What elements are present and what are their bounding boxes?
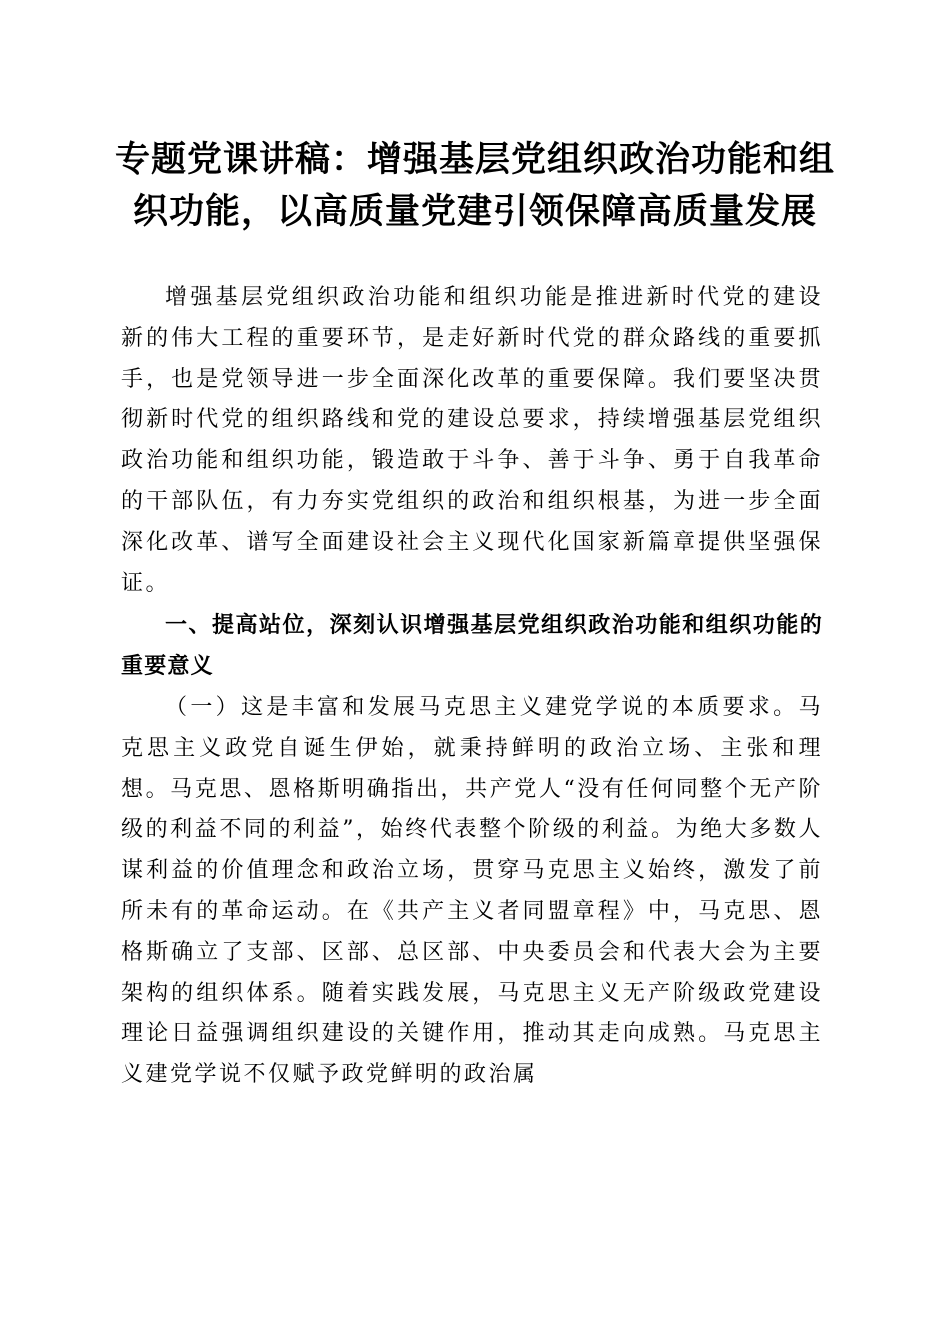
document-title: 专题党课讲稿：增强基层党组织政治功能和组织功能，以高质量党建引领保障高质量发展 — [114, 139, 835, 232]
section-1-paragraph-1: （一）这是丰富和发展马克思主义建党学说的本质要求。马克思主义政党自诞生伊始，就秉持鲜明的政治立场、主张和理想。马克思、恩格斯明确指出，共产党人“没有任何同整个无产阶级的利益不同的利益”，始终代表整个阶级的利益。为绝大多数人谋利益的价值理念和政治立场，贯穿马克思主义始终，激发了前所未有的革命运动。在《共产主义者同盟章程》中，马克思、恩格斯确立了支部、区部、总区部、中央委员会和代表大会为主要架构的组织体系。随着实践发展，马克思主义无产阶级政党建设理论日益强调组织建设的关键作用，推动其走向成熟。马克思主义建党学说不仅赋予政党鲜明的政治属 — [121, 694, 823, 1088]
section-heading-1: 一、提高站位，深刻认识增强基层党组织政治功能和组织功能的重要意义 — [121, 613, 823, 680]
intro-paragraph: 增强基层党组织政治功能和组织功能是推进新时代党的建设新的伟大工程的重要环节，是走好新时代党的群众路线的重要抓手，也是党领导进一步全面深化改革的重要保障。我们要坚决贯彻新时代党的组织路线和党的建设总要求，持续增强基层党组织政治功能和组织功能，锻造敢于斗争、善于斗争、勇于自我革命的干部队伍，有力夯实党组织的政治和组织根基，为进一步全面深化改革、谱写全面建设社会主义现代化国家新篇章提供坚强保证。 — [121, 285, 823, 596]
document-body — [121, 278, 823, 1096]
